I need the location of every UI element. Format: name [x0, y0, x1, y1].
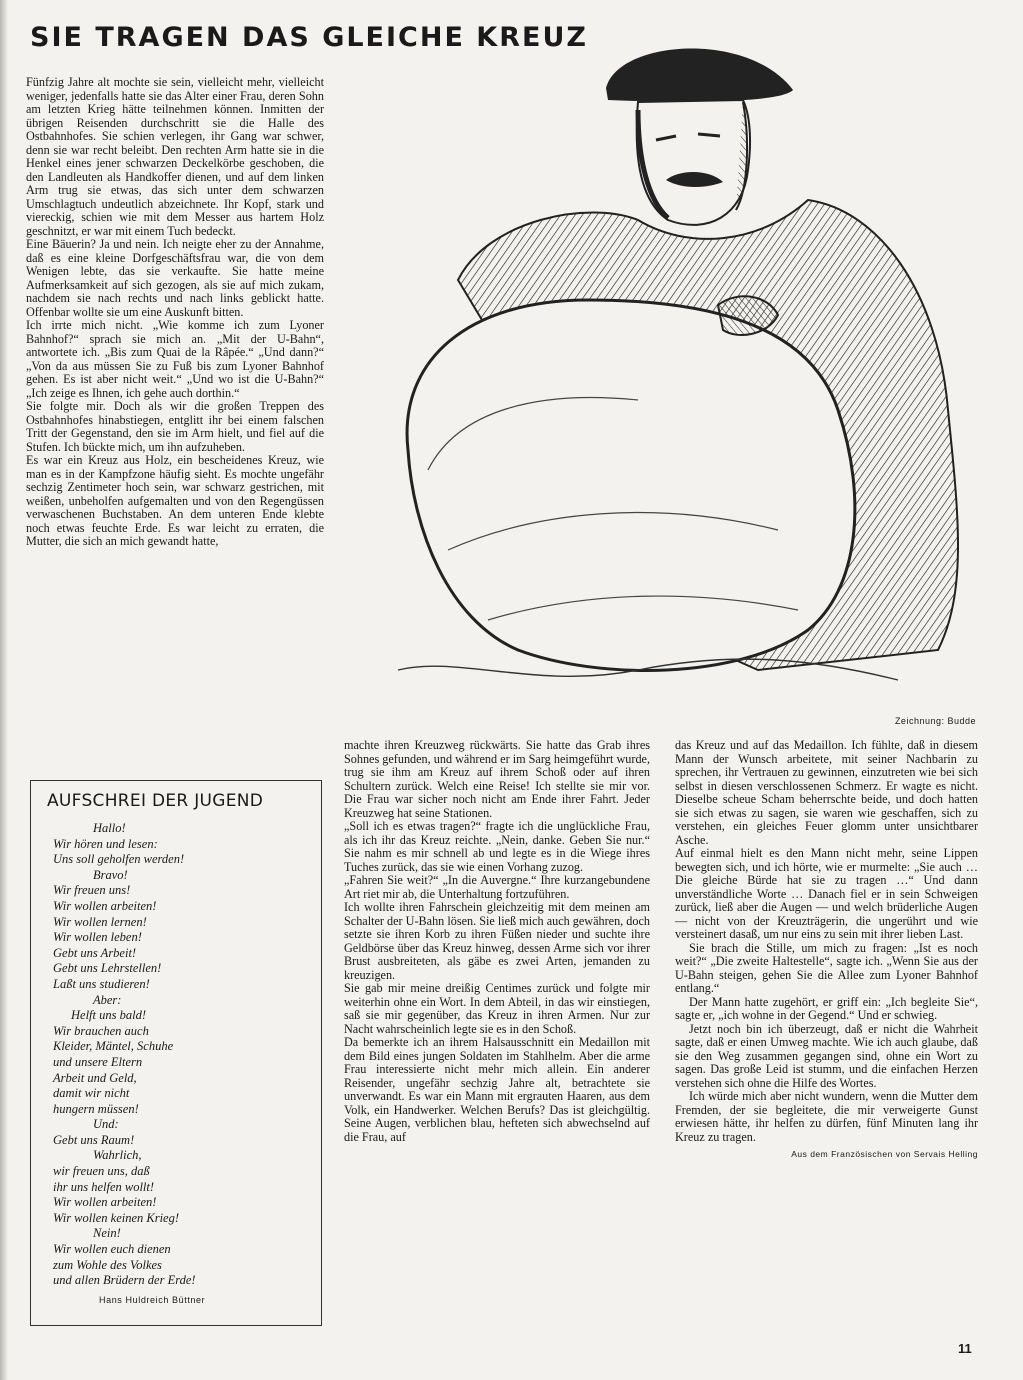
poem-line: Arbeit und Geld,	[53, 1070, 137, 1085]
poem-line: Wir wollen keinen Krieg!	[53, 1210, 180, 1225]
poem-line: ihr uns helfen wollt!	[53, 1179, 155, 1194]
paragraph: Ich würde mich aber nicht wundern, wenn die Mutter dem Fremden, der sie begleitete, die mir verweigerte Gunst erwiesen hätte, ihr helfen zu dürfen, fünf Minuten lang ihr Kreuz zu tragen.	[675, 1089, 978, 1144]
paragraph: Sie brach die Stille, um mich zu fragen: „Ist es noch weit?“ „Die zweite Haltestelle“, sagte ich. „Wenn Sie aus der U-Bahn steigen, gehen Sie die Allee zum Lyoner Bahnhof entlang.“	[675, 940, 978, 995]
paragraph: das Kreuz und auf das Medaillon. Ich fühlte, daß in diesem Mann der Wunsch arbeitete, mit seiner Nachbarin zu sprechen, ihr Vertrauen zu gewinnen, einzutreten wie bei sich selbst in diesen verschlossenen Schmerz. Er wagte es nicht. Dieselbe scheue Scham beherrschte beide, und doch hatten sie sich etwas zu sagen, sie waren wie geschaffen, sich zu verstehen, ein gleiches Feuer glomm unter unsichtbarer Asche.	[675, 738, 978, 847]
poem-lines	[53, 821, 307, 1289]
paragraph: „Fahren Sie weit?“ „In die Auvergne.“ Ihre kurzangebundene Art riet mir ab, die Unterhaltung fortzuführen.	[344, 873, 650, 901]
page-number: 11	[958, 1341, 972, 1356]
paragraph: Da bemerkte ich an ihrem Halsausschnitt ein Medaillon mit dem Bild eines jungen Soldaten im Stahlhelm. Aber die arme Frau interessierte nicht mehr mich allein. Ein anderer Reisender, ungefähr sechzig Jahre alt, betrachtete sie unverwandt. Es war ein Mann mit ergrauten Haaren, aus dem Volk, ein Handwerker. Welchen Berufs? Das ist gleichgültig. Seine Augen, verblichen blau, hefteten sich abwechselnd auf die Frau, auf	[344, 1035, 650, 1144]
poem-line: Nein!	[93, 1226, 121, 1241]
poem-box	[30, 780, 322, 1326]
poem-line: Wir brauchen auch	[53, 1023, 149, 1038]
paragraph: Eine Bäuerin? Ja und nein. Ich neigte eher zu der Annahme, daß es eine kleine Dorfgeschäftsfrau war, die von dem Wenigen lebte, das sie verkaufte. Sie hatte meine Aufmerksamkeit auf sich gezogen, als sie auf mich zukam, nachdem sie nach rechts und nach links geblickt hatte. Offenbar wollte sie um eine Auskunft bitten.	[26, 237, 324, 319]
poem-line: Wir wollen euch dienen	[53, 1242, 171, 1257]
poem-line: und unsere Eltern	[53, 1054, 143, 1069]
poem-line: Wir wollen arbeiten!	[53, 898, 157, 913]
poem-line: Gebt uns Lehrstellen!	[53, 961, 162, 976]
article-column-3	[675, 739, 978, 1162]
poem-line: zum Wohle des Volkes	[53, 1257, 162, 1272]
poem-line: Wir freuen uns!	[53, 883, 131, 898]
poem-line: Aber:	[93, 992, 122, 1007]
poem-line: Laßt uns studieren!	[53, 976, 150, 991]
poem-title: AUFSCHREI DER JUGEND	[47, 791, 264, 811]
paragraph: Fünfzig Jahre alt mochte sie sein, vielleicht mehr, vielleicht weniger, jedenfalls hatte sie das Alter einer Frau, deren Sohn am letzten Krieg hätte teilnehmen können. Inmitten der übrigen Reisenden durchschritt sie die Halle des Ostbahnhofes. Sie schien verlegen, ihr Gang war schwer, denn sie war recht beleibt. Den rechten Arm hatte sie in die Henkel eines jener schwarzen Deckelkörbe geschoben, die den Landleuten als Handkoffer dienen, und auf dem linken Arm trug sie etwas, das sich unter dem schwarzen Umschlagtuch undeutlich abzeichnete. Ihr Kopf, stark und viereckig, schien wie mit dem Messer aus hartem Holz geschnitzt, er war mit einem Tuch bedeckt.	[26, 75, 324, 238]
paragraph: Es war ein Kreuz aus Holz, ein bescheidenes Kreuz, wie man es in der Kampfzone häufig sieht. Es mochte ungefähr sechzig Zentimeter hoch sein, war schwarz gestrichen, mit weißen, unbeholfen aufgemalten und von den Regengüssen verwaschenen Buchstaben. An dem unteren Ende klebte noch etwas feuchte Erde. Es war leicht zu erraten, die Mutter, die sich an mich gewandt hatte,	[26, 453, 324, 548]
poem-line: Gebt uns Raum!	[53, 1132, 135, 1147]
poem-line: wir freuen uns, daß	[53, 1164, 150, 1179]
paragraph: machte ihren Kreuzweg rückwärts. Sie hatte das Grab ihres Sohnes gefunden, und während er im Sarg heimgeführt wurde, trug sie ihm am Kreuz auf ihrem Schoß oder auf ihren Schultern zurück. Welch eine Reise! Ich stellte sie mir vor. Die Frau war sicher noch nicht am Ende ihrer Fahrt. Jeder Kreuzweg hat seine Stationen.	[344, 738, 650, 820]
poem-author: Hans Huldreich Büttner	[99, 1294, 206, 1305]
poem-line: Und:	[93, 1117, 119, 1132]
paragraph: „Soll ich es etwas tragen?“ fragte ich die unglückliche Frau, als ich ihr das Kreuz reichte. „Nein, danke. Geben Sie nur.“ Sie nahm es mir schnell ab und legte es in die Wiege ihres Tuches zurück, das sie wie einen Vorhang zuzog.	[344, 819, 650, 874]
poem-line: damit wir nicht	[53, 1086, 130, 1101]
poem-line: Hallo!	[93, 821, 126, 835]
poem-line: Uns soll geholfen werden!	[53, 852, 185, 867]
paragraph: Ich wollte ihren Fahrschein gleichzeitig mit dem meinen am Schalter der U-Bahn lösen. Sie ließ mich auch gewähren, doch setzte sie ihren Korb zu ihren Füßen nieder und suchte ihre Geldbörse über das Kreuz hinweg, dessen Arme sich vor ihrer Brust ausbreiteten, als gäbe es zwei Arten, jemanden zu kreuzigen.	[344, 900, 650, 982]
poem-line: Wir wollen leben!	[53, 930, 142, 945]
article-column-2	[344, 739, 650, 1144]
poem-line: Wir wollen lernen!	[53, 914, 147, 929]
poem-line: Wir hören und lesen:	[53, 836, 158, 851]
poem-line: Wir wollen arbeiten!	[53, 1195, 157, 1210]
poem-line: und allen Brüdern der Erde!	[53, 1273, 196, 1288]
poem-line: Bravo!	[93, 867, 128, 882]
article-title: SIE TRAGEN DAS GLEICHE KREUZ	[30, 22, 588, 53]
poem-line: Wahrlich,	[93, 1148, 142, 1163]
paragraph: Ich irrte mich nicht. „Wie komme ich zum Lyoner Bahnhof?“ sprach sie mich an. „Mit der U-Bahn“, antwortete ich. „Bis zum Quai de la Râpée.“ „Und dann?“ „Von da aus müssen Sie zu Fuß bis zum Lyoner Bahnhof gehen. Es ist aber nicht weit.“ „Und wo ist die U-Bahn?“ „Ich zeige es Ihnen, ich gehe auch dorthin.“	[26, 318, 324, 400]
paragraph: Der Mann hatte zugehört, er griff ein: „Ich begleite Sie“, sagte er, „ich wohne in der Gegend.“ Und er schwieg.	[675, 994, 978, 1022]
translation-credit: Aus dem Französischen von Servais Helling	[791, 1149, 978, 1159]
illustration-man-with-bundle	[338, 30, 982, 696]
paragraph: Auf einmal hielt es den Mann nicht mehr, seine Lippen bewegten sich, und ich hörte, wie er murmelte: „Sie auch … Die gleiche Bürde hat sie zu tragen …“ Und dann unverständliche Worte … Danach fiel er in sein Schweigen zurück, ließ aber die Augen — und welch brüderliche Augen — nicht von der Kreuzträgerin, die ungerührt und wie versteinert dasaß, um nur eins zu sein mit ihrer lieben Last.	[675, 846, 978, 941]
poem-line: hungern müssen!	[53, 1101, 139, 1116]
paragraph: Sie folgte mir. Doch als wir die großen Treppen des Ostbahnhofes hinabstiegen, entglitt ihr bei einem falschen Tritt der Gegenstand, den sie im Arm hielt, und fiel auf die Stufen. Ich bückte mich, um ihn aufzuheben.	[26, 399, 324, 454]
illustration-credit: Zeichnung: Budde	[894, 716, 976, 726]
page-binding-shadow	[0, 0, 8, 1380]
article-column-1	[26, 76, 324, 549]
poem-line: Gebt uns Arbeit!	[53, 945, 137, 960]
paragraph: Sie gab mir meine dreißig Centimes zurück und folgte mir weiterhin ohne ein Wort. In dem Abteil, in das wir einstiegen, saß sie mir gegenüber, das Kreuz in ihren Armen. Nur zur Nacht wahrscheinlich legte sie es in den Schoß.	[344, 981, 650, 1036]
poem-line: Kleider, Mäntel, Schuhe	[53, 1039, 174, 1054]
paragraph: Jetzt noch bin ich überzeugt, daß er nicht die Wahrheit sagte, daß er einen Umweg machte. Wie ich auch glaube, daß sie den Weg zusammen gegangen sind, ohne ein Wort zu sagen. Das große Leid ist stumm, und die einfachen Herzen verstehen sich ohne die Hilfe des Wortes.	[675, 1021, 978, 1090]
poem-line: Helft uns bald!	[71, 1008, 146, 1023]
